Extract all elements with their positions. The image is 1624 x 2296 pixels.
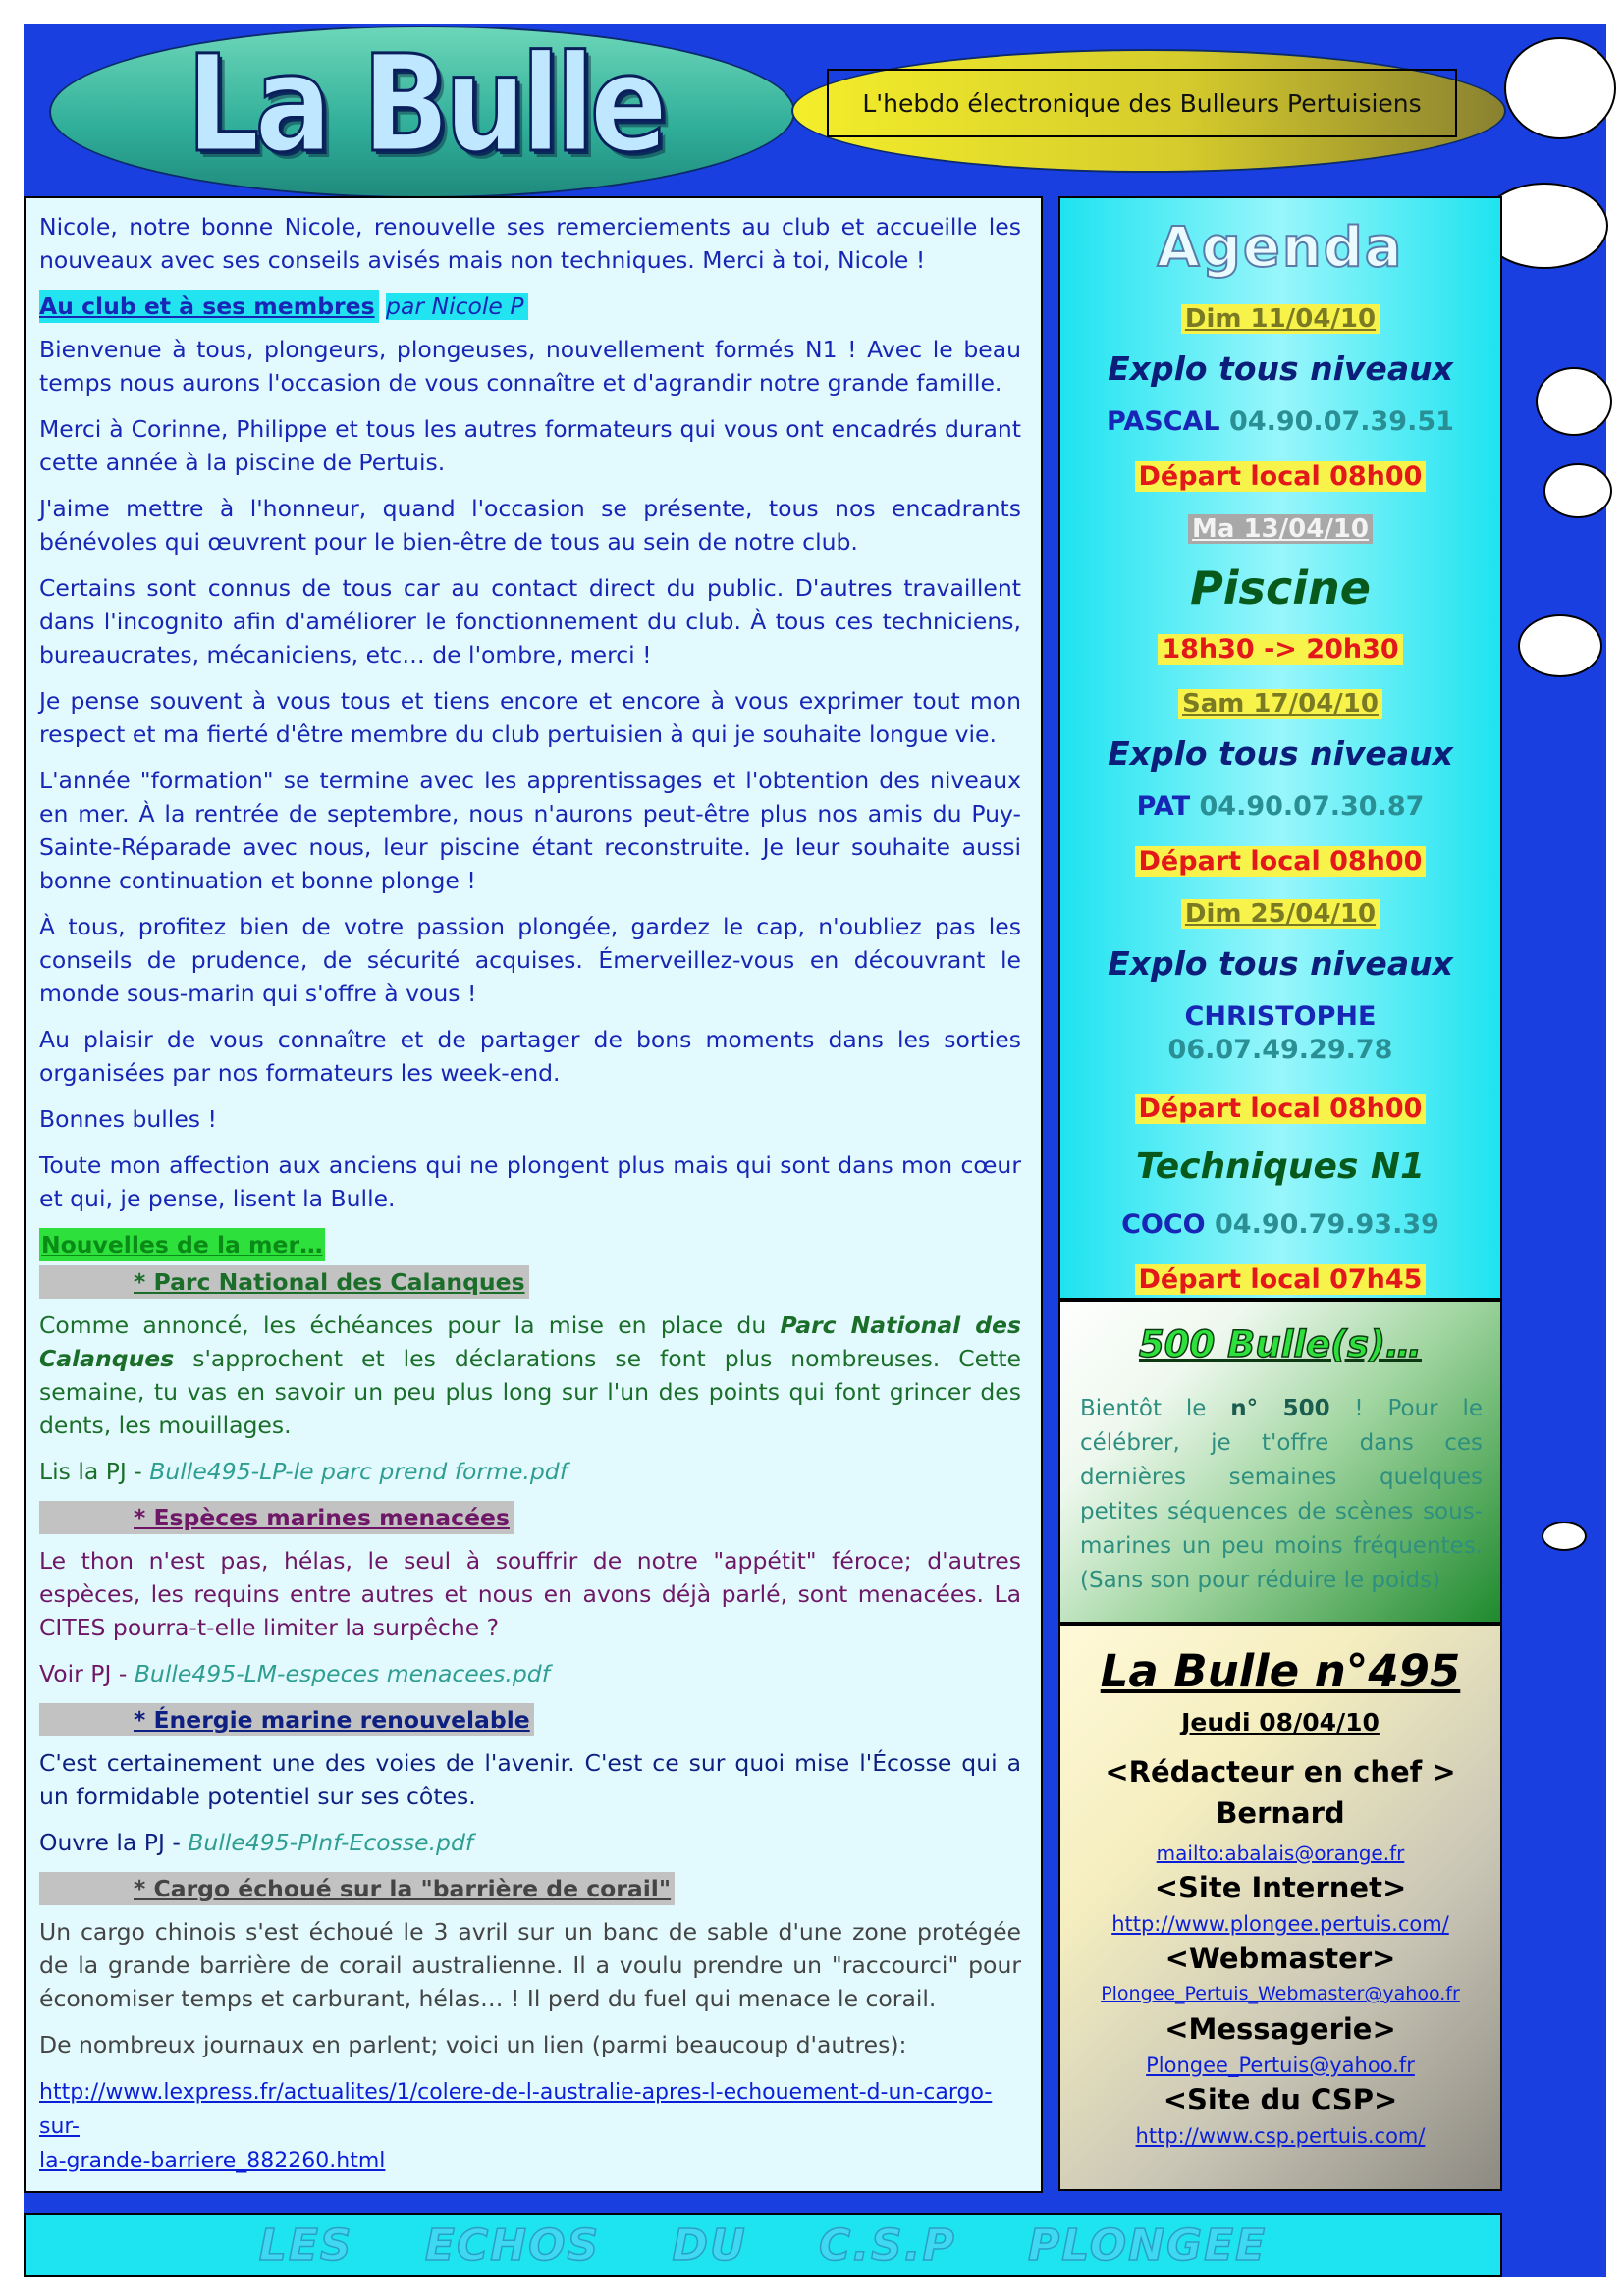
attachment-prefix: Voir PJ - bbox=[39, 1660, 135, 1687]
article-url-line[interactable]: http://www.lexpress.fr/actualites/1/colere-de-l-australie-apres-l-echouement-d-un-cargo-sur- bbox=[39, 2080, 993, 2139]
article-paragraph: J'aime mettre à l'honneur, quand l'occasion se présente, tous nos encadrants bénévoles qui œuvrent pour le bien-être de tous au sein de notre club. bbox=[39, 495, 1021, 556]
intro-paragraph: Nicole, notre bonne Nicole, renouvelle ses remerciements au club et accueille les nouveaux avec ses conseils avisés mais non techniques. Merci à toi, Nicole ! bbox=[39, 213, 1021, 274]
article-paragraph: Au plaisir de vous connaître et de partager de bons moments dans les sorties organisées par nos formateurs les week-end. bbox=[39, 1026, 1021, 1087]
webmaster-label: <Webmaster> bbox=[1164, 1942, 1396, 1975]
topic-text-cargo-link-intro: De nombreux journaux en parlent; voici un lien (parmi beaucoup d'autres): bbox=[39, 2031, 907, 2058]
topic-text-especes: Le thon n'est pas, hélas, le seul à souffrir de notre "appétit" féroce; d'autres espèces, les requins entre autres et nous en avons déjà parlé, sont menacées. La CITES pourra-t-elle limiter la surpêche ? bbox=[39, 1547, 1021, 1641]
logo: La Bulle bbox=[187, 27, 663, 183]
agenda-depart bbox=[1060, 846, 1500, 877]
news-heading: Nouvelles de la mer… bbox=[39, 1228, 325, 1261]
footer-banner bbox=[24, 2213, 1502, 2277]
issue-date: Jeudi 08/04/10 bbox=[1181, 1708, 1380, 1736]
agenda-event: Explo tous niveaux bbox=[1108, 944, 1453, 983]
agenda-date-text: Sam 17/04/10 bbox=[1178, 689, 1382, 719]
attachment-line bbox=[39, 1455, 1021, 1488]
bubble-decoration bbox=[1504, 37, 1616, 139]
attachment-prefix: Ouvre la PJ - bbox=[39, 1829, 189, 1856]
bulles-500-text bbox=[1080, 1392, 1483, 1598]
bulles-500-title: 500 Bulle(s)… bbox=[1139, 1323, 1422, 1365]
agenda-date bbox=[1060, 899, 1500, 929]
contact-name: PAT bbox=[1136, 791, 1191, 822]
agenda-contact bbox=[1060, 1035, 1500, 1065]
article-paragraph: Bonnes bulles ! bbox=[39, 1105, 217, 1133]
agenda-date-text: Dim 25/04/10 bbox=[1181, 899, 1380, 929]
topic-text-energie: C'est certainement une des voies de l'avenir. C'est ce sur quoi mise l'Écosse qui a un formidable potentiel sur ses côtes. bbox=[39, 1749, 1021, 1810]
depart-text: Départ local 08h00 bbox=[1135, 846, 1427, 877]
agenda-contact bbox=[1060, 406, 1500, 437]
article-paragraph: Bienvenue à tous, plongeurs, plongeuses, nouvellement formés N1 ! Avec le beau temps nous aurons l'occasion de vous connaître et d'agrandir notre grande famille. bbox=[39, 336, 1021, 397]
csp-label: <Site du CSP> bbox=[1163, 2083, 1398, 2116]
article-paragraph: À tous, profitez bien de votre passion plongée, gardez le cap, n'oubliez pas les conseils de prudence, de sécurité acquises. Émerveillez-vous en découvrant le monde sous-marin qui s'offre à vous ! bbox=[39, 913, 1021, 1007]
article-paragraph: L'année "formation" se termine avec les apprentissages et l'obtention des niveaux en mer. À la rentrée de septembre, nous n'aurons peut-être plus nos amis du Puy-Sainte-Réparade avec nous, leur piscine étant reconstruite. Je leur souhaite aussi bonne continuation et bonne plonge ! bbox=[39, 767, 1021, 894]
editor-name: Bernard bbox=[1216, 1796, 1345, 1830]
webmaster-mail-link[interactable]: Plongee_Pertuis_Webmaster@yahoo.fr bbox=[1101, 1983, 1460, 2004]
site-link[interactable]: http://www.plongee.pertuis.com/ bbox=[1111, 1912, 1449, 1936]
issue-title: La Bulle n°495 bbox=[1100, 1645, 1461, 1697]
agenda-depart bbox=[1060, 1094, 1500, 1124]
topic-heading-line bbox=[39, 1872, 1021, 1905]
depart-text: Départ local 08h00 bbox=[1135, 461, 1427, 492]
tagline: L'hebdo électronique des Bulleurs Pertuisiens bbox=[827, 69, 1457, 137]
topic-text-emphasis: Parc National des Calanques bbox=[39, 1311, 1021, 1372]
editor-label: <Rédacteur en chef > bbox=[1105, 1755, 1456, 1789]
agenda-date bbox=[1060, 304, 1500, 334]
topic-heading-line bbox=[39, 1703, 1021, 1736]
agenda-panel bbox=[1058, 196, 1502, 1300]
article-url-line[interactable]: la-grande-barriere_882260.html bbox=[39, 2149, 386, 2173]
topic-title-calanques: * Parc National des Calanques bbox=[39, 1265, 529, 1299]
topic-text-cargo: Un cargo chinois s'est échoué le 3 avril sur un banc de sable d'une zone protégée de la grande barrière de corail australienne. Il a voulu prendre un "raccourci" pour économiser temps et carburant, hélas… ! Il perd du fuel qui menace le corail. bbox=[39, 1918, 1021, 2012]
article-paragraph: Merci à Corinne, Philippe et tous les autres formateurs qui vous ont encadrés durant cette année à la piscine de Pertuis. bbox=[39, 415, 1021, 476]
article-paragraph: Je pense souvent à vous tous et tiens encore et encore à vous exprimer tout mon respect et ma fierté d'être membre du club pertuisien à qui je souhaite longue vie. bbox=[39, 687, 1021, 748]
bubble-decoration bbox=[1542, 1522, 1587, 1551]
depart-text: Départ local 08h00 bbox=[1135, 1094, 1427, 1124]
attachment-name[interactable]: Bulle495-LM-especes menacees.pdf bbox=[134, 1660, 550, 1687]
messagerie-mail-link[interactable]: Plongee_Pertuis@yahoo.fr bbox=[1146, 2054, 1415, 2077]
attachment-line bbox=[39, 1826, 1021, 1859]
topic-text-part: s'approchent et les déclarations se font plus nombreuses. Cette semaine, tu vas en savoir un peu plus long sur l'un des points qui font grincer des dents, les mouillages. bbox=[39, 1345, 1021, 1439]
contact-phone: 06.07.49.29.78 bbox=[1167, 1035, 1393, 1065]
agenda-contact bbox=[1060, 1209, 1500, 1240]
agenda-contact bbox=[1060, 791, 1500, 822]
topic-text-calanques bbox=[39, 1308, 1021, 1442]
contact-name: PASCAL bbox=[1107, 406, 1220, 437]
bubble-decoration bbox=[1536, 367, 1612, 436]
attachment-name[interactable]: Bulle495-LP-le parc prend forme.pdf bbox=[149, 1458, 568, 1485]
agenda-contact bbox=[1060, 1001, 1500, 1032]
agenda-date-text: Ma 13/04/10 bbox=[1188, 514, 1373, 544]
contact-phone: 04.90.07.30.87 bbox=[1199, 791, 1425, 822]
bulles-500-box bbox=[1058, 1300, 1502, 1624]
topic-heading-line bbox=[39, 1265, 1021, 1299]
bulles-500-number: n° 500 bbox=[1230, 1396, 1330, 1421]
site-label: <Site Internet> bbox=[1154, 1871, 1407, 1904]
agenda-date bbox=[1060, 514, 1500, 544]
topic-title-cargo: * Cargo échoué sur la "barrière de corail" bbox=[39, 1872, 675, 1905]
article-paragraph: Certains sont connus de tous car au contact direct du public. D'autres travaillent dans l'incognito afin d'améliorer le fonctionnement du club. À tous ces techniciens, bureaucrates, mécaniciens, etc… de l'ombre, merci ! bbox=[39, 574, 1021, 668]
agenda-date-text: Dim 11/04/10 bbox=[1181, 304, 1380, 334]
topic-text-part: Comme annoncé, les échéances pour la mise en place du bbox=[39, 1311, 781, 1339]
bubble-decoration bbox=[1543, 463, 1612, 518]
topic-heading-line bbox=[39, 1501, 1021, 1534]
footer-text: LES ECHOS DU C.S.P PLONGEE bbox=[258, 2220, 1268, 2270]
messagerie-label: <Messagerie> bbox=[1164, 2012, 1396, 2046]
agenda-event: Techniques N1 bbox=[1135, 1147, 1426, 1187]
article-paragraph: Toute mon affection aux anciens qui ne plongent plus mais qui sont dans mon cœur et qui, je pense, lisent la Bulle. bbox=[39, 1151, 1021, 1212]
contact-name: COCO bbox=[1121, 1209, 1206, 1240]
article-url[interactable] bbox=[39, 2074, 1021, 2177]
main-article-column bbox=[24, 196, 1043, 2193]
agenda-depart bbox=[1060, 1264, 1500, 1295]
csp-link[interactable]: http://www.csp.pertuis.com/ bbox=[1135, 2124, 1426, 2148]
bulles-500-text-part: ! Pour le célébrer, je t'offre dans ces dernières semaines quelques petites séquences de scènes sous-marines un peu moins fréquentes. (Sans son pour réduire le poids) bbox=[1080, 1396, 1483, 1593]
bubble-decoration bbox=[1518, 614, 1602, 677]
attachment-line bbox=[39, 1657, 1021, 1690]
contact-phone: 04.90.07.39.51 bbox=[1229, 406, 1454, 437]
article-title: Au club et à ses membres bbox=[39, 290, 379, 323]
attachment-prefix: Lis la PJ - bbox=[39, 1458, 150, 1485]
issue-info-box bbox=[1058, 1624, 1502, 2191]
article-heading-line bbox=[39, 290, 1021, 323]
agenda-title: Agenda bbox=[1157, 216, 1404, 280]
news-heading-line bbox=[39, 1228, 1021, 1261]
agenda-event: Piscine bbox=[1190, 561, 1371, 614]
article-byline: par Nicole P bbox=[386, 293, 527, 320]
agenda-event: Explo tous niveaux bbox=[1108, 349, 1453, 388]
editor-mail-link[interactable]: mailto:abalais@orange.fr bbox=[1156, 1842, 1405, 1865]
attachment-name[interactable]: Bulle495-PInf-Ecosse.pdf bbox=[188, 1829, 474, 1856]
agenda-date bbox=[1060, 689, 1500, 719]
bulles-500-text-part: Bientôt le bbox=[1080, 1396, 1231, 1421]
agenda-time bbox=[1060, 634, 1500, 665]
contact-name: CHRISTOPHE bbox=[1184, 1001, 1377, 1032]
topic-title-energie: * Énergie marine renouvelable bbox=[39, 1703, 534, 1736]
agenda-event: Explo tous niveaux bbox=[1108, 734, 1453, 773]
topic-title-especes: * Espèces marines menacées bbox=[39, 1501, 514, 1534]
depart-text: Départ local 07h45 bbox=[1135, 1264, 1427, 1295]
contact-phone: 04.90.79.93.39 bbox=[1215, 1209, 1439, 1240]
agenda-depart bbox=[1060, 461, 1500, 492]
time-text: 18h30 -> 20h30 bbox=[1158, 634, 1402, 665]
